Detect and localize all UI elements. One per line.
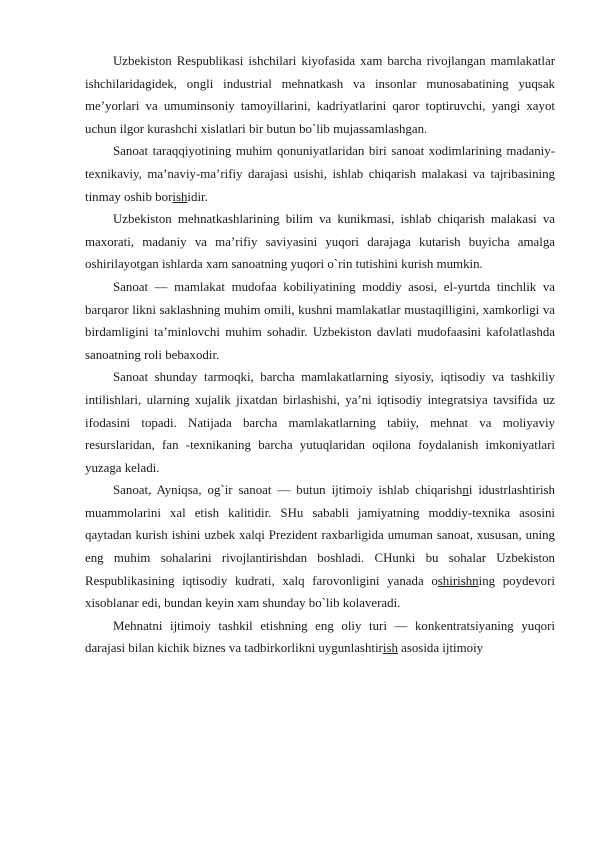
paragraph-1-text: Uzbekiston Respublikasi ishchilari kiyofasida xam barcha rivojlangan mamlakatlar ishchilaridagidek, ongli industrial mehnatkash va insonlar munosabatining yuqsak me’yorlari va umuminsoniy tamoyillarini, kadriyatlarini qaror toptiruvchi, yangi xayot uchun ilgor kurashchi xislatlari bir butun bo`lib mujassamlashgan. bbox=[85, 54, 555, 136]
document-page bbox=[85, 50, 555, 660]
paragraph-2-text: Sanoat taraqqiyotining muhim qonuniyatlaridan biri sanoat xodimlarining madaniy-texnikaviy, ma’naviy-ma’rifiy darajasi usishi, ishlab chiqarish malakasi va tajribasining tinmay oshib bor bbox=[85, 144, 555, 204]
paragraph-3 bbox=[85, 208, 555, 276]
paragraph-5-text: Sanoat shunday tarmoqki, barcha mamlakatlarning siyosiy, iqtisodiy va tashkiliy intilishlari, ularning xujalik jixatdan birlashishi, ya’ni iqtisodiy integratsiya tavsifida uz ifodasini topadi. Natijada barcha mamlakatlarning tabiiy, mehnat va moliyaviy resurslaridan, fan -texnikaning barcha yutuqlaridan oqilona foydalanish imkoniyatlari yuzaga keladi. bbox=[85, 370, 555, 475]
paragraph-7-underlined: ish bbox=[382, 641, 398, 656]
paragraph-6-text: Sanoat, Ayniqsa, og`ir sanoat — butun ijtimoiy ishlab chiqarish bbox=[113, 483, 463, 498]
paragraph-3-text: Uzbekiston mehnatkashlarining bilim va kunikmasi, ishlab chiqarish malakasi va maxorati, madaniy va ma’rifiy saviyasini yuqori darajaga kutarish buyicha amalga oshirilayotgan ishlarda xam sanoatning yuqori o`rin tutishini kurish mumkin. bbox=[85, 212, 555, 272]
paragraph-6-tail: ing poydevori xisoblanar edi, bundan keyin xam shunday bo`lib kolaveradi. bbox=[85, 573, 556, 611]
paragraph-6-underlined: n bbox=[462, 483, 469, 498]
paragraph-2 bbox=[85, 140, 555, 208]
paragraph-4 bbox=[85, 276, 555, 366]
paragraph-2-underlined: ish bbox=[172, 189, 188, 204]
paragraph-5 bbox=[85, 366, 555, 479]
paragraph-7 bbox=[85, 615, 555, 660]
paragraph-7-text: Mehnatni ijtimoiy tashkil etishning eng oliy turi — konkentratsiyaning yuqori darajasi bilan kichik biznes va tadbirkorlikni uygunlashtir bbox=[85, 618, 555, 656]
paragraph-6-middle: i idustrlashtirish muammolarini xal etish kalitidir. SHu sababli jamiyatning moddiy-texnika asosini qaytadan kurish ishini uzbek xalqi Prezident raxbarligida umuman sanoat, xususan, uning eng muhim sohalarini rivojlantirishdan boshladi. CHunki bu sohalar Uzbekiston Respublikasining iqtisodiy kudrati, xalq farovonligini yanada o bbox=[85, 483, 555, 588]
paragraph-4-text: Sanoat — mamlakat mudofaa kobiliyatining moddiy asosi, el-yurtda tinchlik va barqaror likni saklashning muhim omili, kushni mamlakatlar mustaqilligini, xamkorligi va birdamligini ta’minlovchi muhim sohadir. Uzbekiston davlati mudofaasini kafolatlashda sanoatning roli bebaxodir. bbox=[85, 279, 555, 362]
paragraph-6-underlined-2: shirishn bbox=[437, 573, 479, 588]
paragraph-1 bbox=[85, 50, 555, 140]
paragraph-7-tail: asosida ijtimoiy bbox=[397, 641, 484, 656]
paragraph-6 bbox=[85, 479, 555, 615]
paragraph-2-tail: idir. bbox=[187, 189, 208, 204]
